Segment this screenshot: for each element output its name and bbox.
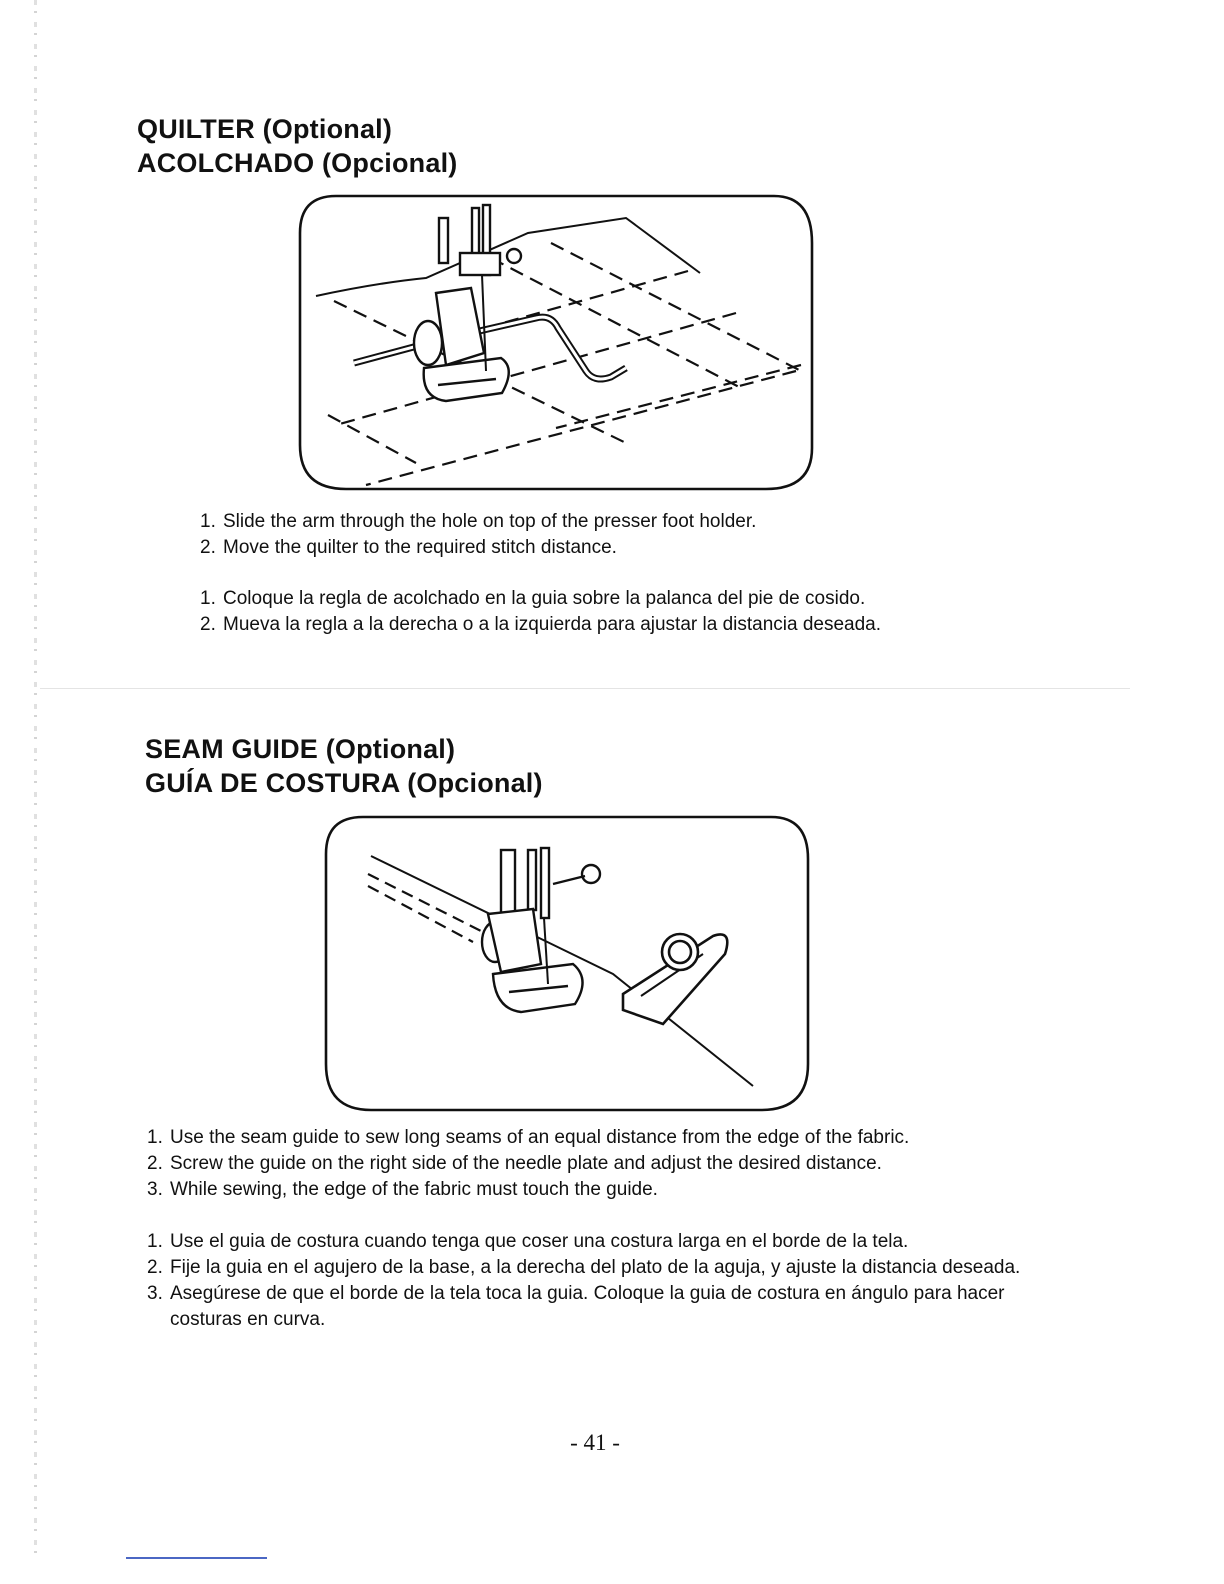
quilter-title-es: ACOLCHADO (Opcional) [137, 148, 458, 178]
seam-guide-title-en: SEAM GUIDE (Optional) [145, 734, 456, 764]
seam-guide-heading [145, 732, 543, 800]
quilter-title-en: QUILTER (Optional) [137, 114, 393, 144]
quilter-steps-spanish [200, 586, 881, 638]
quilter-steps-english [200, 509, 756, 561]
section-divider [40, 688, 1130, 689]
seam-guide-steps-english [147, 1125, 909, 1203]
seam-guide-illustration [323, 814, 813, 1114]
quilter-illustration [296, 193, 816, 493]
list-item: 3. Asegúrese de que el borde de la tela toca la guia. Coloque la guia de costura en ángulo para hacer costuras en curva. [147, 1283, 1005, 1330]
list-item: 2. Mueva la regla a la derecha o a la izquierda para ajustar la distancia deseada. [200, 614, 882, 635]
list-item: 2. Fije la guia en el agujero de la base, a la derecha del plato de la aguja, y ajuste la distancia deseada. [147, 1257, 1021, 1278]
list-item: 2. Screw the guide on the right side of the needle plate and adjust the desired distance. [147, 1153, 882, 1174]
list-item: 1. Slide the arm through the hole on top of the presser foot holder. [200, 511, 757, 532]
list-item: 1. Coloque la regla de acolchado en la guia sobre la palanca del pie de cosido. [200, 588, 866, 609]
list-item: 2. Move the quilter to the required stitch distance. [200, 537, 617, 558]
quilter-heading [137, 112, 458, 180]
footer-blue-rule [126, 1557, 267, 1559]
seam-guide-title-es: GUÍA DE COSTURA (Opcional) [145, 768, 543, 798]
list-item: 1. Use the seam guide to sew long seams of an equal distance from the edge of the fabric. [147, 1127, 910, 1148]
list-item: 1. Use el guia de costura cuando tenga que coser una costura larga en el borde de la tela. [147, 1231, 909, 1252]
seam-guide-steps-spanish [147, 1229, 1047, 1333]
list-item: 3. While sewing, the edge of the fabric must touch the guide. [147, 1179, 658, 1200]
page-number: - 41 - [570, 1430, 620, 1455]
scan-edge-artifact [34, 0, 37, 1560]
